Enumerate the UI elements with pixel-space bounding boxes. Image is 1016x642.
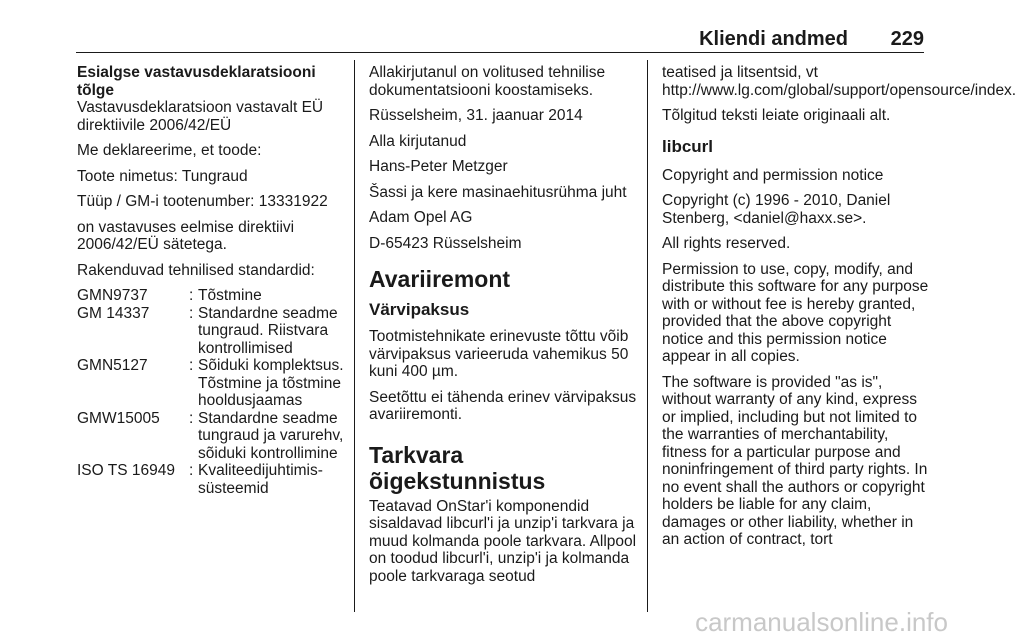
table-row [77, 410, 345, 463]
standard-desc: Tõstmine [198, 287, 262, 304]
paragraph: Allakirjutanul on volitused tehnilise dokumentatsiooni koostamiseks. [369, 64, 606, 99]
subsection-heading-paint-thickness: Värvipaksus [369, 300, 470, 319]
subsection-heading-libcurl: libcurl [662, 136, 714, 156]
paragraph: Rüsselsheim, 31. jaanuar 2014 [369, 107, 583, 124]
paragraph: Copyright (c) 1996 - 2010, Daniel Stenberg, <daniel@haxx.se>. [662, 192, 891, 227]
column-divider-2 [647, 60, 648, 612]
standard-desc: Standardne seadme tungraud ja varurehv, sõiduki kontrollimine [198, 409, 344, 462]
paragraph: teatised ja litsentsid, vt http://www.lg.com/global/support/opensource/index. [662, 64, 1016, 99]
paragraph: D-65423 Rüsselsheim [369, 234, 522, 252]
separator: : [189, 287, 194, 304]
paragraph: Tüüp / GM-i tootenumber: 13331922 [77, 193, 328, 210]
paragraph: The software is provided "as is", without warranty of any kind, express or implied, including but not limited to the warranties of merchantability, fitness for a particular purpose and noninfringement of third party rights. In no event shall the authors or copyright holders be liable for any claim, damages or other liability, whether in an action of contract, tort [662, 373, 928, 548]
declaration-heading: Esialgse vastavusdeklaratsiooni tõlge [77, 64, 316, 99]
standard-desc: Standardne seadme tungraud. Riistvara kontrollimised [198, 304, 338, 357]
paragraph: Teatavad OnStar'i komponendid sisaldavad libcurl'i ja unzip'i tarkvara ja muud kolmanda poole tarkvara. Allpool on toodud libcurl'i, unzip'i ja kolmanda poole tarkvaraga seotud [369, 497, 637, 585]
paragraph: Alla kirjutanud [369, 132, 467, 150]
separator: : [189, 304, 194, 322]
standard-code: GMW15005 [77, 409, 160, 427]
paragraph: Vastavusdeklaratsioon vastavalt EÜ direktiivile 2006/42/EÜ [77, 99, 324, 134]
standard-desc: Kvaliteedijuhtimis-süsteemid [198, 462, 323, 497]
standards-table [77, 287, 345, 497]
standard-desc: Sõiduki komplektsus. Tõstmine ja tõstmine hooldusjaamas [198, 357, 344, 409]
paragraph: Copyright and permission notice [662, 166, 884, 184]
section-title: Kliendi andmed [699, 28, 848, 50]
paragraph: Seetõttu ei tähenda erinev värvipaksus avariiremonti. [369, 388, 637, 423]
paragraph: on vastavuses eelmise direktiivi 2006/42/EÜ sätetega. [77, 218, 295, 253]
paragraph: Šassi ja kere masinaehitusrühma juht [369, 183, 627, 201]
standard-code: ISO TS 16949 [77, 462, 175, 479]
paragraph: Hans-Peter Metzger [369, 158, 508, 175]
column-2 [369, 64, 639, 593]
page-number: 229 [890, 28, 924, 50]
paragraph: Toote nimetus: Tungraud [77, 167, 248, 185]
column-divider-1 [354, 60, 355, 612]
column-3 [662, 64, 1016, 557]
separator: : [189, 409, 194, 427]
paragraph: Me deklareerime, et toode: [77, 142, 262, 159]
table-row [77, 305, 345, 358]
paragraph: Tõlgitud teksti leiate originaali alt. [662, 107, 891, 124]
table-row [77, 287, 345, 305]
table-row [77, 357, 345, 410]
standard-code: GMN5127 [77, 357, 148, 374]
watermark: carmanualsonline.info [695, 607, 948, 637]
separator: : [189, 462, 194, 479]
paragraph: Tootmistehnikate erinevuste tõttu võib värvipaksus varieeruda vahemikus 50 kuni 400 µm. [369, 328, 629, 380]
section-heading-software-acknowledgement: Tarkvara õigekstunnistus [369, 441, 546, 494]
separator: : [189, 357, 194, 374]
standard-code: GM 14337 [77, 304, 150, 322]
table-row [77, 462, 345, 497]
paragraph: All rights reserved. [662, 235, 791, 252]
paragraph: Adam Opel AG [369, 209, 473, 226]
standard-code: GMN9737 [77, 287, 148, 304]
paragraph: Permission to use, copy, modify, and distribute this software for any purpose with or without fee is hereby granted, provided that the above copyright notice and this permission notice appear in all copies. [662, 260, 929, 365]
page-header [0, 0, 960, 52]
section-heading-accident-repair: Avariiremont [369, 266, 511, 292]
paragraph: Rakenduvad tehnilised standardid: [77, 261, 315, 279]
column-1 [77, 64, 345, 497]
header-rule [76, 52, 924, 53]
